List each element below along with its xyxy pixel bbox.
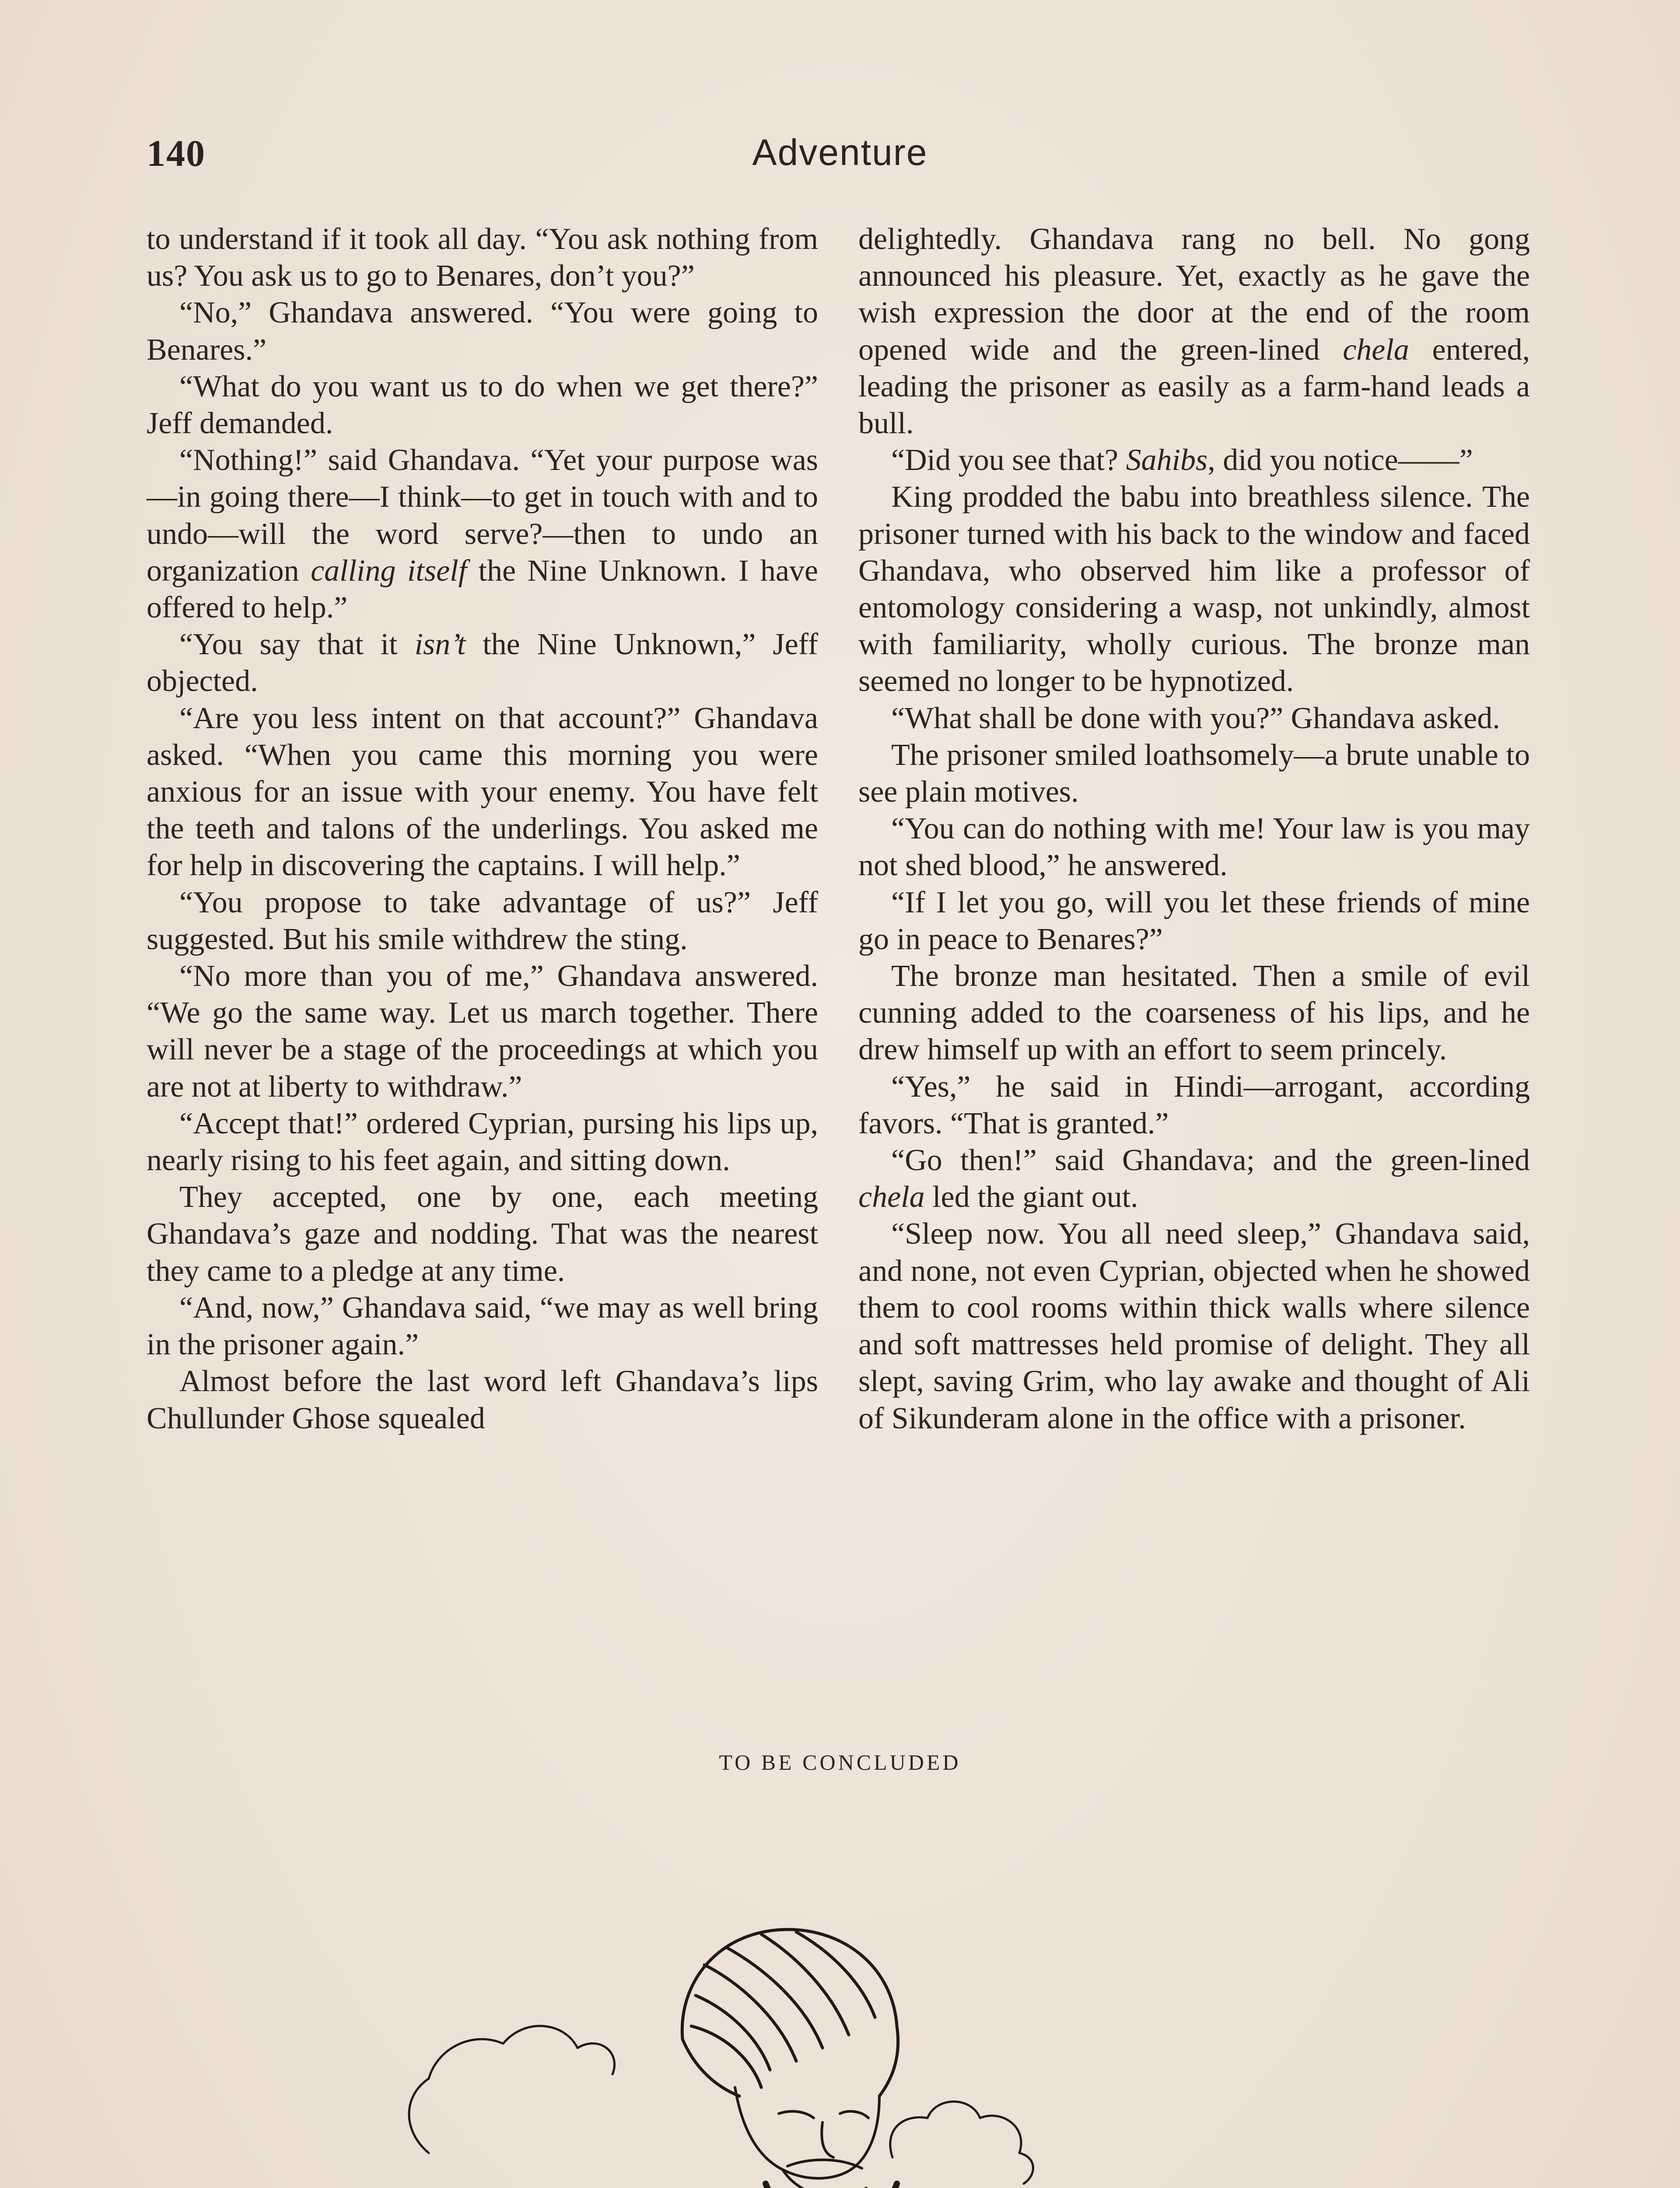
right-paragraph: “Yes,” he said in Hindi—arrogant, according favors. “That is granted.” bbox=[858, 1069, 1530, 1140]
left-paragraph: “Are you less intent on that account?” Ghandava asked. “When you came this morning you were anxious for an issue with your enemy. You have felt the teeth and talons of the underlings. You asked me for help in discovering the captains. I will help.” bbox=[147, 701, 818, 883]
left-paragraph: Almost before the last word left Ghandava’s lips Chullunder Ghose squealed bbox=[147, 1364, 818, 1435]
smoke-cloud-left bbox=[409, 2026, 615, 2153]
left-paragraph: “You say that it isn’t the Nine Unknown,” Jeff objected. bbox=[147, 628, 818, 698]
page-number: 140 bbox=[147, 132, 206, 174]
left-paragraph: “Accept that!” ordered Cyprian, pursing his lips up, nearly rising to his feet again, and sitting down. bbox=[147, 1106, 818, 1178]
turban-icon bbox=[682, 1929, 898, 2096]
running-head: Adventure bbox=[752, 132, 928, 173]
right-paragraph: delightedly. Ghandava rang no bell. No gong announced his pleasure. Yet, exactly as he gave the wish expression the door at the end of the room opened wide and the green-lined chela entered, leading the prisoner as easily as a farm-hand leads a bull. bbox=[858, 222, 1530, 441]
face-icon bbox=[735, 2087, 879, 2188]
right-paragraph: The prisoner smiled loathsomely—a brute unable to see plain motives. bbox=[858, 738, 1530, 809]
left-paragraph: They accepted, one by one, each meeting Ghandava’s gaze and nodding. That was the nearest they came to a pledge at any time. bbox=[147, 1180, 818, 1288]
left-paragraph: “And, now,” Ghandava said, “we may as well bring in the prisoner again.” bbox=[147, 1290, 818, 1362]
right-paragraph: “Did you see that? Sahibs, did you notice——” bbox=[891, 443, 1473, 477]
right-paragraph: “Sleep now. You all need sleep,” Ghandava said, and none, not even Cyprian, objected when he showed them to cool rooms within thick walls where silence and soft mattresses held promise of delight. They all slept, saving Grim, who lay awake and thought of Ali of Sikunderam alone in the office with a prisoner. bbox=[858, 1217, 1530, 1435]
turbaned-man-illustration bbox=[158, 1851, 1536, 2188]
smoke-cloud-right bbox=[890, 2102, 1033, 2184]
text-column-left bbox=[147, 221, 818, 1437]
right-paragraph: “What shall be done with you?” Ghandava asked. bbox=[891, 701, 1500, 735]
left-paragraph: “No more than you of me,” Ghandava answered. “We go the same way. Let us march together. There will never be a stage of the proceedings at which you are not at liberty to withdraw.” bbox=[147, 959, 818, 1104]
right-paragraph: “You can do nothing with me! Your law is you may not shed blood,” he answered. bbox=[858, 812, 1530, 883]
to-be-concluded-note: TO BE CONCLUDED bbox=[719, 1750, 961, 1774]
beard-icon bbox=[766, 2184, 897, 2188]
left-paragraph: “What do you want us to do when we get there?” Jeff demanded. bbox=[147, 369, 818, 441]
page-header bbox=[147, 131, 1533, 184]
right-paragraph: “Go then!” said Ghandava; and the green-lined chela led the giant out. bbox=[858, 1143, 1530, 1214]
right-paragraph: King prodded the babu into breathless silence. The prisoner turned with his back to the window and faced Ghandava, who observed him like a professor of entomology considering a wasp, not unkindly, almost with familiarity, wholly curious. The bronze man seemed no longer to be hypnotized. bbox=[858, 480, 1530, 698]
text-column-right bbox=[858, 221, 1530, 1437]
left-paragraph: “No,” Ghandava answered. “You were going to Benares.” bbox=[147, 296, 818, 367]
left-paragraph: to understand if it took all day. “You ask nothing from us? You ask us to go to Benares, don’t you?” bbox=[147, 222, 818, 293]
left-paragraph: “Nothing!” said Ghandava. “Yet your purpose was—in going there—I think—to get in touch with and to undo—will the word serve?—then to undo an organization calling itself the Nine Unknown. I have offered to help.” bbox=[147, 443, 818, 625]
right-paragraph: The bronze man hesitated. Then a smile of evil cunning added to the coarseness of his lips, and he drew himself up with an effort to seem princely. bbox=[858, 959, 1530, 1067]
right-paragraph: “If I let you go, will you let these friends of mine go in peace to Benares?” bbox=[858, 885, 1530, 956]
left-paragraph: “You propose to take advantage of us?” Jeff suggested. But his smile withdrew the sting. bbox=[147, 885, 818, 956]
